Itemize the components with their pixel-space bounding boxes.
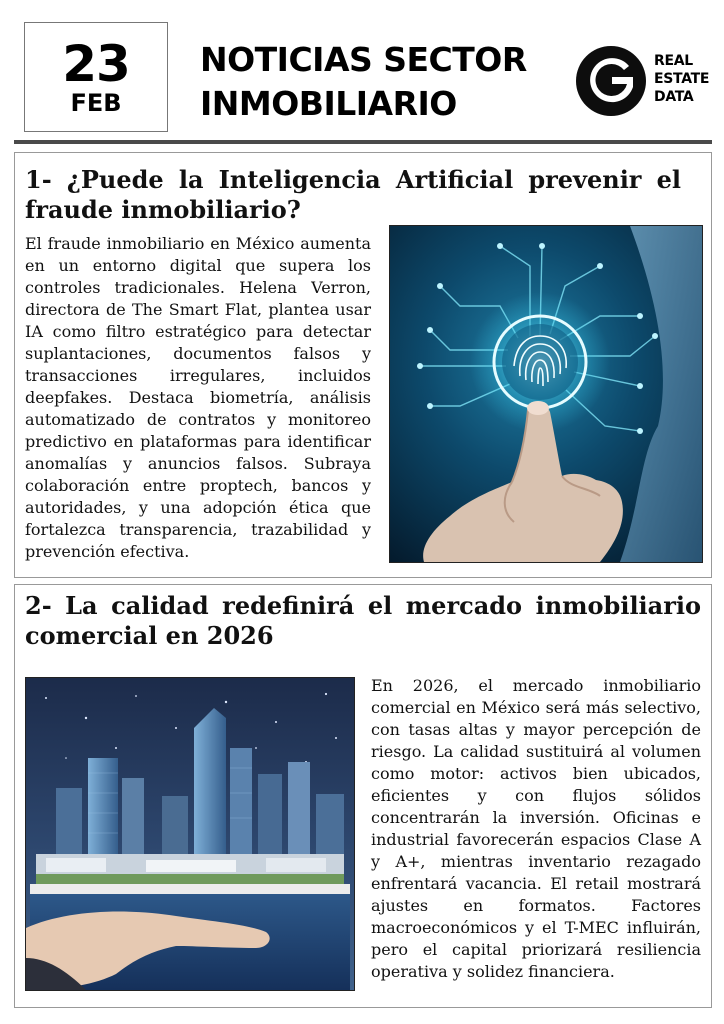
logo-text [654,52,709,106]
article-body: En 2026, el mercado inmobiliario comercial en México será más selectivo, con tasas altas y mayor percepción de riesgo. La calidad sustituirá al volumen como motor: activos bien ubicados, eficientes y con flujos sólidos concentrarán la inversión. Oficinas e industrial favorecerán espacios Clase A y A+, mientras inventario rezagado enfrentará vacancia. El retail mostrará ajustes en formatos. Factores macroeconómicos y el T-MEC influirán, pero el capital priorizará resiliencia operativa y solidez financiera. [371,676,701,981]
brand-logo [576,44,710,124]
article-body: El fraude inmobiliario en México aumenta en un entorno digital que supera los controles tradicionales. Helena Verron, directora de The Smart Flat, plantea usar IA como filtro estratégico para detectar suplantaciones, documentos falsos y transacciones irregulares, incluidos deepfakes. Destaca biometría, análisis automatizado de contratos y monitoreo predictivo en plataformas para identificar anomalías y anuncios falsos. Subraya colaboración entre proptech, bancos y autoridades, y una adopción ética que fortalezca transparencia, trazabilidad y prevención efectiva. [25,234,371,561]
page-title-line2: INMOBILIARIO [200,84,457,123]
logo-text-line3: DATA [654,89,694,105]
article-card-1 [14,152,712,578]
page-title-line1: NOTICIAS SECTOR [200,40,527,79]
date-box [24,22,168,132]
logo-text-line1: REAL [654,53,693,69]
article-title: 1- ¿Puede la Inteligencia Artificial prevenir el fraude inmobiliario? [25,165,681,224]
article-title: 2- La calidad redefinirá el mercado inmobiliario comercial en 2026 [25,591,701,650]
date-day: 23 [62,35,130,93]
header-divider [14,140,712,144]
date-month: FEB [70,89,122,117]
fingerprint-hand-icon [389,225,703,563]
city-on-tablet-icon [25,677,355,991]
logo-text-line2: ESTATE [654,71,710,87]
article-card-2 [14,584,712,1008]
page-title [200,38,560,126]
logo-mark-icon [576,46,646,116]
